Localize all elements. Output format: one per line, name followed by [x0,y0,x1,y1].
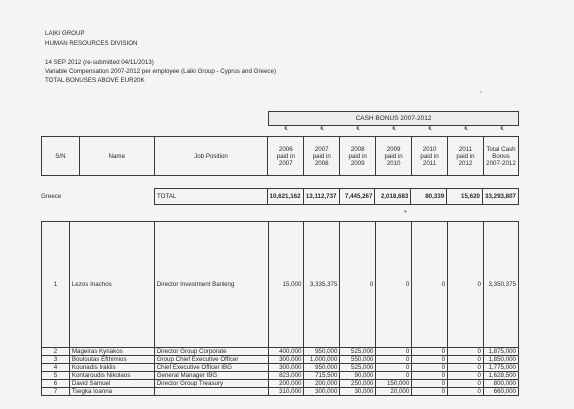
row-value: 0 [376,348,412,356]
row-value: 300,000 [268,364,304,372]
row-value: 3,335,375 [304,222,340,348]
row-job-position: Director Investment Banking [154,222,268,348]
total-2010: 80,339 [411,189,447,205]
row-value: 0 [412,222,448,348]
row-value: 525,000 [340,364,376,372]
greece-total-table [154,188,519,205]
row-sn: 4 [42,364,70,372]
header-year-2006: 2006 paid in 2007 [268,137,304,176]
row-sn: 5 [42,372,70,380]
header-name: Name [79,137,154,176]
report-subtitle: TOTAL BONUSES ABOVE EUR20K [45,77,145,84]
row-value: 715,500 [304,372,340,380]
region-label: Greece [41,193,62,200]
row-value: 0 [412,348,448,356]
row-value: 0 [448,372,484,380]
row-value: 400,000 [268,348,304,356]
row-name: Kontaroudis Nikolaos [69,372,154,380]
currency-symbol: € [284,126,288,132]
row-value: 1,850,000 [483,356,518,364]
currency-symbol: € [428,126,432,132]
row-value: 20,000 [376,388,412,396]
row-value: 0 [340,222,376,348]
row-name: Bouloutas Efthimios [69,356,154,364]
row-job-position: Director Group Treasury [154,380,268,388]
row-value: 550,000 [340,356,376,364]
currency-symbol: € [464,126,468,132]
report-title: Variable Compensation 2007-2012 per employee (Laiki Group - Cyprus and Greece) [45,68,277,75]
row-name: Lezos Inachos [69,222,154,348]
row-value: 1,628,500 [483,372,518,380]
row-value: 0 [448,364,484,372]
row-sn: 6 [42,380,70,388]
table-row [42,380,519,388]
row-name: Tsegka Ioanna [69,388,154,396]
row-value: 525,000 [340,348,376,356]
row-value: 300,000 [268,356,304,364]
row-value: 0 [376,222,412,348]
row-value: 15,000 [268,222,304,348]
row-value: 30,000 [340,388,376,396]
row-value: 0 [376,364,412,372]
row-value: 3,350,375 [483,222,518,348]
total-2009: 2,018,683 [375,189,411,205]
row-value: 823,000 [268,372,304,380]
total-2011: 15,620 [447,189,483,205]
row-sn: 7 [42,388,70,396]
table-row [42,388,519,396]
header-total: Total Cash Bonus 2007-2012 [483,137,518,176]
table-row [42,222,519,348]
employee-table [41,221,519,396]
column-header-table [41,136,519,176]
row-value: 0 [412,380,448,388]
row-value: 0 [448,380,484,388]
total-2007: 13,112,737 [303,189,339,205]
row-value: 0 [412,356,448,364]
row-value: 950,000 [304,364,340,372]
report-date: 14 SEP 2012 (re-submitted 04/11/2013) [45,59,154,66]
row-value: 250,000 [340,380,376,388]
total-2008: 7,445,267 [339,189,375,205]
header-year-2010: 2010 paid in 2011 [412,137,448,176]
row-value: 950,000 [304,348,340,356]
row-sn: 3 [42,356,70,364]
row-sn: 2 [42,348,70,356]
currency-row [268,126,519,136]
header-year-2009: 2009 paid in 2010 [376,137,412,176]
row-value: 0 [412,388,448,396]
row-job-position: Group Chief Executive Officer [154,356,268,364]
org-name: LAIKI GROUP [45,30,85,37]
row-value: 200,000 [304,380,340,388]
row-value: 300,000 [304,388,340,396]
row-value: 200,000 [268,380,304,388]
scan-mark: • [404,207,407,216]
row-value: 1,875,000 [483,348,518,356]
row-value: 310,000 [268,388,304,396]
row-value: 0 [412,364,448,372]
row-value: 0 [412,372,448,380]
row-value: 90,000 [340,372,376,380]
total-all: 33,293,807 [482,189,518,205]
row-sn: 1 [42,222,70,348]
row-value: 1,775,000 [483,364,518,372]
division-name: HUMAN RESOURCES DIVISION [45,40,138,47]
currency-symbol: € [356,126,360,132]
currency-symbol: € [500,126,504,132]
row-job-position: Chief Executive Officer IBG [154,364,268,372]
table-row [42,356,519,364]
total-label: TOTAL [155,189,268,205]
total-2006: 10,621,162 [267,189,303,205]
table-row [42,364,519,372]
row-value: 0 [376,372,412,380]
row-name: Kounadis Iraklis [69,364,154,372]
row-job-position: General Manager IBG [154,372,268,380]
row-value: 0 [448,356,484,364]
row-name: David Samuel [69,380,154,388]
currency-symbol: € [320,126,324,132]
table-row [42,348,519,356]
row-job-position: Director Group Corporate [154,348,268,356]
row-value: 0 [448,388,484,396]
cash-bonus-band: CASH BONUS 2007-2012 [268,111,519,126]
row-name: Mageiras Kyriakos [69,348,154,356]
header-year-2008: 2008 paid in 2009 [340,137,376,176]
currency-symbol: € [392,126,396,132]
header-job-position: Job Position [154,137,268,176]
header-sn: S/N [42,137,80,176]
row-value: 0 [448,222,484,348]
row-value: 0 [376,356,412,364]
row-value: 800,000 [483,380,518,388]
header-year-2007: 2007 paid in 2008 [304,137,340,176]
header-year-2011: 2011 paid in 2012 [448,137,484,176]
row-value: 0 [448,348,484,356]
row-job-position [154,388,268,396]
table-row [42,372,519,380]
row-value: 150,000 [376,380,412,388]
row-value: 1,000,000 [304,356,340,364]
scan-mark: › [480,90,482,96]
row-value: 660,000 [483,388,518,396]
